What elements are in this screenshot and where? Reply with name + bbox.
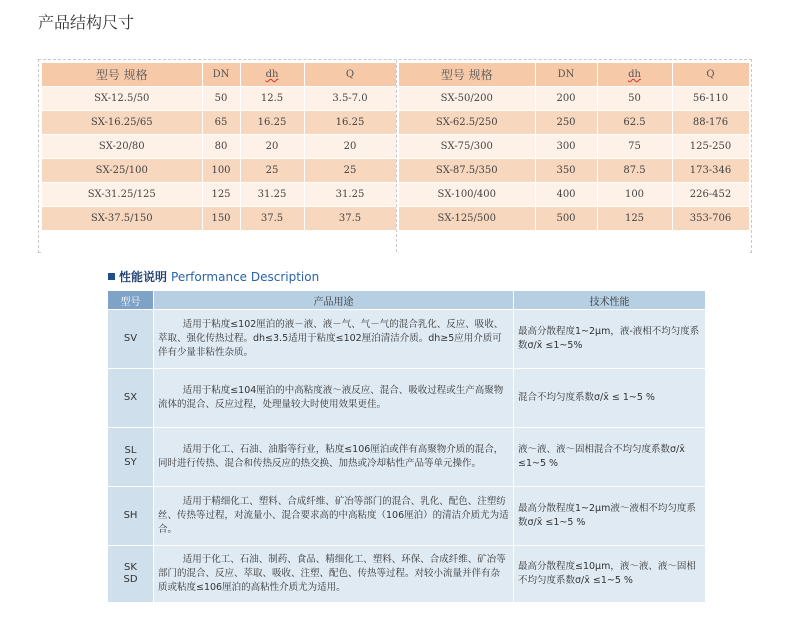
table-row <box>399 183 749 207</box>
product-use-cell: 适用于化工、石油、油脂等行业，粘度≤106厘泊或伴有高聚物介质的混合，同时进行传热、混合和传热反应的热交换、加热或冷却粘性产品等单元操作。 <box>154 428 514 487</box>
performance-heading-en: Performance Description <box>171 270 320 284</box>
table-cell: 62.5 <box>597 111 672 135</box>
table-cell: 87.5 <box>597 159 672 183</box>
empty-cell <box>535 231 597 255</box>
table-row <box>42 135 396 159</box>
model-code: SX <box>123 392 138 403</box>
size-header <box>42 63 202 87</box>
table-cell: 100 <box>202 159 240 183</box>
size-header <box>399 63 535 87</box>
table-row <box>399 111 749 135</box>
table-row <box>42 87 396 111</box>
table-cell: 500 <box>535 207 597 231</box>
empty-cell <box>399 231 535 255</box>
table-cell: 56-110 <box>672 87 749 111</box>
size-header-cell: dh <box>265 69 279 80</box>
table-cell: SX-20/80 <box>42 135 202 159</box>
table-cell: 250 <box>535 111 597 135</box>
table-cell: 125 <box>202 183 240 207</box>
header-use: 产品用途 <box>154 291 514 310</box>
size-header-cell: Q <box>345 69 355 80</box>
table-cell: SX-37.5/150 <box>42 207 202 231</box>
table-cell: SX-50/200 <box>399 87 535 111</box>
table-cell: SX-75/300 <box>399 135 535 159</box>
model-code: SY <box>124 457 137 468</box>
product-use-cell: 适用于粘度≤102厘泊的液－液、液－气、气－气的混合乳化、反应、吸收、萃取、强化传热过程。dh≤3.5适用于粘度≤102厘泊清洁介质。dh≥5应用介质可伴有少量非粘性杂质。 <box>154 310 514 369</box>
tech-performance-cell: 混合不均匀度系数σ/x̄ ≤ 1~5 % <box>514 369 706 428</box>
product-use-cell: 适用于粘度≤104厘泊的中高粘度液～液反应、混合、吸收过程或生产高聚物流体的混合、反应过程，处理量较大时使用效果更佳。 <box>154 369 514 428</box>
table-cell: 37.5 <box>304 207 396 231</box>
performance-row <box>108 428 706 487</box>
table-cell: SX-87.5/350 <box>399 159 535 183</box>
table-cell: 31.25 <box>304 183 396 207</box>
table-cell: 50 <box>202 87 240 111</box>
size-table-header <box>42 63 396 87</box>
tech-performance-cell: 液～液、液～固相混合不均匀度系数σ/x̄ ≤1~5 % <box>514 428 706 487</box>
empty-row <box>42 231 396 255</box>
table-cell: 400 <box>535 183 597 207</box>
model-code: SV <box>123 333 138 344</box>
model-code-cell <box>108 310 154 369</box>
empty-cell <box>202 231 240 255</box>
performance-heading <box>108 268 319 285</box>
table-cell: SX-62.5/250 <box>399 111 535 135</box>
table-cell: 75 <box>597 135 672 159</box>
size-table-left <box>42 63 397 255</box>
empty-cell <box>597 231 672 255</box>
square-bullet-icon <box>108 273 115 280</box>
table-cell: 173-346 <box>672 159 749 183</box>
size-header <box>535 63 597 87</box>
table-cell: 100 <box>597 183 672 207</box>
table-cell: 16.25 <box>240 111 304 135</box>
table-cell: 300 <box>535 135 597 159</box>
size-header <box>304 63 396 87</box>
table-cell: 20 <box>304 135 396 159</box>
table-cell: SX-100/400 <box>399 183 535 207</box>
table-cell: 353-706 <box>672 207 749 231</box>
table-cell: 3.5-7.0 <box>304 87 396 111</box>
empty-cell <box>672 231 749 255</box>
model-code-cell <box>108 487 154 546</box>
model-code-cell <box>108 428 154 487</box>
performance-row <box>108 369 706 428</box>
table-cell: 16.25 <box>304 111 396 135</box>
performance-table <box>107 290 706 603</box>
table-row <box>399 159 749 183</box>
tech-performance-cell: 最高分散程度≤10μm，液～液、液～固相不均匀度系数σ/x̄ ≤1~5 % <box>514 546 706 603</box>
table-row <box>399 207 749 231</box>
size-header-cell: dh <box>628 69 641 80</box>
table-cell: 200 <box>535 87 597 111</box>
page-title: 产品结构尺寸 <box>38 13 135 32</box>
table-row <box>42 159 396 183</box>
table-cell: 12.5 <box>240 87 304 111</box>
table-cell: 125 <box>597 207 672 231</box>
table-row <box>399 87 749 111</box>
table-cell: SX-125/500 <box>399 207 535 231</box>
table-cell: SX-12.5/50 <box>42 87 202 111</box>
size-table-right <box>399 63 750 255</box>
size-header <box>202 63 240 87</box>
header-tech: 技术性能 <box>514 291 706 310</box>
performance-row <box>108 546 706 603</box>
model-code: SL <box>124 445 137 456</box>
size-header-cell: DN <box>557 69 575 80</box>
table-divider <box>396 60 397 252</box>
table-cell: SX-31.25/125 <box>42 183 202 207</box>
model-code: SK <box>124 562 137 573</box>
size-table-container <box>38 59 752 253</box>
tech-performance-cell: 最高分散程度1~2μm，液-液相不均匀度系数σ/x̄ ≤1~5% <box>514 310 706 369</box>
size-header <box>597 63 672 87</box>
table-cell: 25 <box>304 159 396 183</box>
table-cell: 31.25 <box>240 183 304 207</box>
empty-cell <box>240 231 304 255</box>
performance-heading-cn: 性能说明 <box>119 270 168 284</box>
header-model: 型号 <box>108 291 154 310</box>
table-cell: 50 <box>597 87 672 111</box>
table-cell: 125-250 <box>672 135 749 159</box>
table-cell: 20 <box>240 135 304 159</box>
performance-row <box>108 487 706 546</box>
table-cell: 65 <box>202 111 240 135</box>
table-row <box>399 135 749 159</box>
size-header-cell: 型号 规格 <box>95 68 148 82</box>
table-row <box>42 183 396 207</box>
empty-row <box>399 231 749 255</box>
table-cell: SX-16.25/65 <box>42 111 202 135</box>
model-code-cell <box>108 546 154 603</box>
model-code: SH <box>123 510 138 521</box>
size-header <box>672 63 749 87</box>
model-code: SD <box>123 574 138 585</box>
empty-cell <box>304 231 396 255</box>
product-use-cell: 适用于精细化工、塑料、合成纤维、矿冶等部门的混合、乳化、配色、注塑纺丝、传热等过程，对流量小、混合要求高的中高粘度（106厘泊）的清洁介质尤为适合。 <box>154 487 514 546</box>
table-cell: 37.5 <box>240 207 304 231</box>
size-header-cell: 型号 规格 <box>440 68 493 82</box>
tech-performance-cell: 最高分散程度1~2μm液～液相不均匀度系数σ/x̄ ≤1~5 % <box>514 487 706 546</box>
table-row <box>42 207 396 231</box>
size-header <box>240 63 304 87</box>
size-header-cell: Q <box>706 69 715 80</box>
product-use-cell: 适用于化工、石油、制药、食品、精细化工、塑料、环保、合成纤维、矿冶等部门的混合、反应、萃取、吸收、注塑、配色、传热等过程。对较小流量并伴有杂质或粘度≤106厘泊的高粘性介质尤为适用。 <box>154 546 514 603</box>
table-cell: 88-176 <box>672 111 749 135</box>
table-cell: 25 <box>240 159 304 183</box>
size-header-cell: DN <box>212 69 230 80</box>
table-cell: 80 <box>202 135 240 159</box>
table-row <box>42 111 396 135</box>
model-code-cell <box>108 369 154 428</box>
size-table-header <box>399 63 749 87</box>
empty-cell <box>42 231 202 255</box>
performance-row <box>108 310 706 369</box>
table-cell: 150 <box>202 207 240 231</box>
table-cell: 226-452 <box>672 183 749 207</box>
table-cell: 350 <box>535 159 597 183</box>
table-cell: SX-25/100 <box>42 159 202 183</box>
